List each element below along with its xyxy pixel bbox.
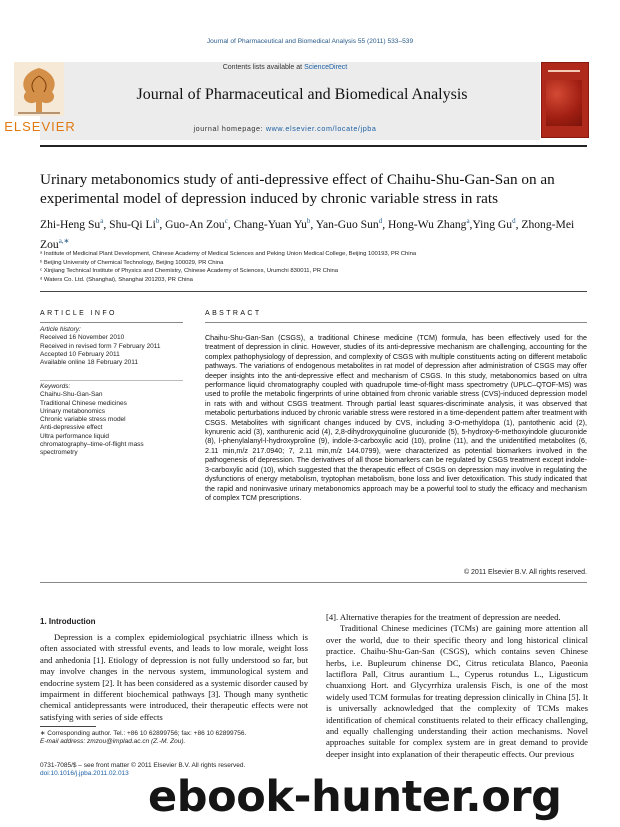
corresponding-author-footnote	[40, 730, 310, 747]
introduction-left-column: Depression is a complex epidemiological psychiatric illness which is often associated with stressful events, and leads to low morale, weight loss and anhedonia [1]. Etiology of depression is not fully understood so far, but may involve changes in the nervous system, immunological system and endocrine system [2]. It has been considered as a systemic disorder caused by impairment in different biochemical pathways [3]. Though many synthetic chemical antidepressants were introduced, their therapeutic effects were not satisfying with series of side effects	[40, 632, 308, 722]
author-name[interactable]: Ying Gu	[472, 217, 513, 231]
cover-artwork	[546, 80, 582, 126]
article-history	[40, 326, 190, 367]
affiliation-marker[interactable]: d	[512, 217, 516, 225]
email-link[interactable]: zmzou@implad.ac.cn (Z.-M. Zou).	[86, 738, 186, 746]
article-info-heading: ARTICLE INFO	[40, 310, 117, 317]
keyword-item: Ultra performance liquid	[40, 432, 110, 440]
article-info-rule	[40, 322, 183, 323]
journal-reference[interactable]: Journal of Pharmaceutical and Biomedical Analysis 55 (2011) 533–539	[206, 38, 414, 45]
history-accepted: Accepted 10 February 2011	[40, 350, 120, 358]
header-divider	[40, 145, 587, 147]
copyright-notice: © 2011 Elsevier B.V. All rights reserved.	[463, 569, 587, 576]
affiliation-marker[interactable]: d	[378, 217, 383, 225]
affiliation-marker[interactable]: b	[155, 217, 160, 225]
affiliation-marker[interactable]: c	[224, 217, 228, 225]
affiliation-marker[interactable]: a,∗	[58, 236, 70, 245]
keywords-rule	[40, 380, 183, 381]
author-name[interactable]: Zhi-Heng Su	[40, 217, 101, 231]
issn-line: 0731-7085/$ – see front matter © 2011 Elsevier B.V. All rights reserved.	[40, 762, 246, 769]
author-name[interactable]: Guo-An Zou	[165, 217, 225, 231]
affiliation-marker[interactable]: a	[466, 217, 470, 225]
abstract-heading: ABSTRACT	[205, 310, 262, 317]
affiliation-a: ᵃ Institute of Medicinal Plant Development, Chinese Academy of Medical Sciences and Peking Union Medical College, Beijing 100193, PR China	[40, 251, 417, 257]
paragraph: [4]. Alternative therapies for the treatment of depression are needed.	[326, 612, 561, 622]
author-name[interactable]: Shu-Qi Li	[109, 217, 156, 231]
contents-line	[130, 64, 440, 71]
author-name[interactable]: Zhong-Mei Zou	[40, 217, 575, 251]
journal-name: Journal of Pharmaceutical and Biomedical Analysis	[136, 86, 468, 103]
footnote-rule	[40, 726, 96, 727]
history-online: Available online 18 February 2011	[40, 359, 139, 367]
email-line	[40, 738, 310, 746]
author-name[interactable]: Chang-Yuan Yu	[233, 217, 307, 231]
publisher-wordmark: ELSEVIER	[4, 119, 76, 134]
author-name[interactable]: Hong-Wu Zhang	[388, 217, 467, 231]
paragraph: Traditional Chinese medicines (TCMs) are gaining more attention all over the world, due to their specific theory and long historical clinical practice. Chaihu-Shu-Gan-San (CSGS), which contains seven Chinese herbs, i.e. Bupleurum chinense DC, Citrus reticulata Blanco, Paeonia lactiflora Pall, Citrus aurantium L., Cyperus rotundus L., Ligusticum chuanxiong Hort. and Glycyrrhiza uralensis Fisch, is one of the most widely used TCM formulas for treating depression clinically in China [5]. It is universally acknowledged that the complexity of TCMs makes identification of chemical constituents related to their efficacy challenging, and equally challenging understanding their action mechanisms. Novel approaches suitable for complex system are in great demand to provide deeper insight into explanation of their therapeutic effects. Our previous	[326, 623, 588, 759]
abstract-bottom-rule	[40, 582, 587, 583]
abstract-rule	[205, 322, 587, 323]
homepage-link[interactable]: www.elsevier.com/locate/jpba	[265, 124, 377, 133]
affiliation-marker[interactable]: a	[100, 217, 104, 225]
affiliation-c: ᶜ Xinjiang Technical Institute of Physics and Chemistry, Chinese Academy of Sciences, Urumchi 830011, PR China	[40, 268, 339, 275]
doi-link[interactable]: doi:10.1016/j.jpba.2011.02.013	[40, 770, 129, 778]
keyword-item: chromatography–time-of-flight mass	[40, 441, 144, 449]
introduction-heading: 1. Introduction	[40, 617, 96, 626]
affiliation-marker[interactable]: b	[306, 217, 311, 225]
keyword-item: Traditional Chinese medicines	[40, 399, 127, 407]
affiliations	[40, 250, 596, 284]
affiliation-d: ᵈ Waters Co. Ltd. (Shanghai), Shanghai 201203, PR China	[40, 276, 193, 283]
journal-homepage-line	[130, 124, 440, 133]
article-title: Urinary metabonomics study of anti-depressive effect of Chaihu-Shu-Gan-San on an experimental model of depression induced by chronic variable stress in rats	[40, 171, 555, 207]
contents-prefix: Contents lists available at	[222, 64, 305, 71]
sciencedirect-link[interactable]: ScienceDirect	[304, 64, 348, 71]
history-received: Received 16 November 2010	[40, 334, 125, 342]
watermark-text: ebook-hunter.org	[148, 772, 562, 822]
keyword-item: Anti-depressive effect	[40, 424, 103, 432]
email-label: E-mail address:	[40, 738, 86, 746]
elsevier-tree-icon	[14, 62, 64, 116]
affiliation-divider	[40, 291, 587, 292]
keyword-item: spectrometry	[40, 449, 78, 457]
cover-title-stripe	[548, 70, 580, 72]
keyword-item: Chaihu-Shu-Gan-San	[40, 391, 103, 399]
author-name[interactable]: Yan-Guo Sun	[315, 217, 379, 231]
history-label: Article history:	[40, 326, 81, 333]
keywords-label: Keywords:	[40, 383, 71, 390]
keyword-item: Chronic variable stress model	[40, 416, 126, 424]
abstract-text: Chaihu-Shu-Gan-San (CSGS), a traditional Chinese medicine (TCM) formula, has been effectively used for the treatment of depression in clinic. However, studies of its anti-depressive mechanism are challenging, accounting for the complex pathophysiology of depression, and complexity of CSGS with multiple constituents acting on different metabolic pathways. The variations of endogenous metabolites in rat model of depression after administration of CSGS may offer deeper insights into the anti-depressive effect and mechanism of CSGS. In this study, metabonomics based on ultra performance liquid chromatography coupled with quadrupole time-of-flight mass spectrometry (UPLC–QTOF-MS) was used to profile the metabolic fingerprints of urine obtained from chronic variable stress (CVS)-induced depression model in rats with and without CSGS treatment. Through partial least squares-discriminate analysis, it was observed that metabolic perturbations induced by chronic variable stress were restored in a time-dependent pattern after treatment with CSGS. Metabolites with significant changes induced by CVS, including 3-O-methyldopa (1), pantothenic acid (2), kynurenic acid (3), xanthurenic acid (4), 2,8-dihydroxyquinoline glucuronide (5), 5-hydroxy-6-methoxyindole glucuronide (8), l-phenylalanyl-l-hydroxyproline (9), indole-3-carboxylic acid (10), proline (11), and the unidentified metabolites (6, 2.11 min,m/z 217.0940; 7, 2.11 min,m/z 144.0799), were characterized as potential biomarkers involved in the pathogenesis of depression. The derivatives of all those biomarkers can be regulated by CSGS treatment except indole-3-carboxylic acid (10), which suggested that the therapeutic effect of CSGS on depression may involve in regulating the dysfunctions of energy metabolism, tryptophan metabolism, bone loss and liver detoxification. This study indicated that the rapid and noninvasive urinary metabonomics approach may be a powerful tool to study the efficacy and mechanism of complex TCM prescriptions.	[205, 334, 587, 502]
keyword-item: Urinary metabonomics	[40, 407, 106, 415]
keywords	[40, 383, 190, 458]
corresponding-author: ∗ Corresponding author. Tel.: +86 10 62899756; fax: +86 10 62899756.	[40, 730, 247, 737]
homepage-prefix: journal homepage:	[193, 124, 266, 133]
affiliation-b: ᵇ Beijing University of Chemical Technology, Beijing 100029, PR China	[40, 259, 224, 266]
history-revised: Received in revised form 7 February 2011	[40, 342, 161, 350]
author-list: Zhi-Heng Su$^a$, Shu-Qi Li$^b$, Guo-An Zou$^c$, Chang-Yuan Yu$^b$, Yan-Guo Sun$^d$, Hong-Wu Zhang$^a$,Ying Gu$^d$, Zhong-Mei Zou$^{a,∗}$	[40, 217, 575, 251]
introduction-right-column	[326, 612, 588, 760]
